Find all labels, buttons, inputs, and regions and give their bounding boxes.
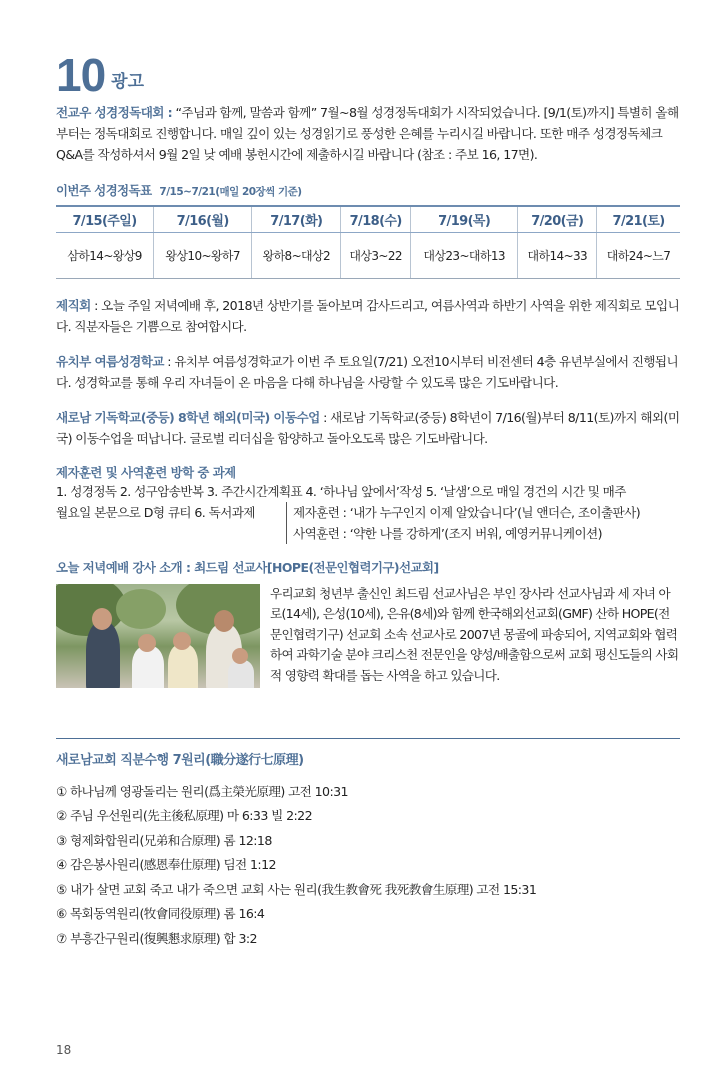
schedule-subtitle: 7/15~7/21(매일 20장씩 기준) bbox=[159, 186, 302, 198]
page-number: 18 bbox=[56, 1043, 72, 1057]
table-header-row bbox=[56, 206, 680, 232]
training-line-2-left: 월요일 본문으로 D형 큐티 6. 독서과제 bbox=[56, 504, 255, 520]
speaker-intro bbox=[56, 584, 680, 688]
training-books bbox=[286, 502, 640, 544]
bible-reading-notice bbox=[56, 102, 680, 165]
schedule-day-header: 7/18(수) bbox=[341, 206, 411, 232]
bible-reading-lead: 전교우 성경정독대회 : bbox=[56, 105, 173, 120]
schedule-day-header: 7/20(금) bbox=[518, 206, 597, 232]
list-item: ⑦ 부흥간구원리(復興懇求原理) 합 3:2 bbox=[56, 930, 257, 946]
discipleship-notice bbox=[56, 295, 680, 337]
section-divider bbox=[56, 738, 680, 739]
section-title: 광고 bbox=[111, 72, 145, 92]
schedule-day-header: 7/16(월) bbox=[154, 206, 252, 232]
training-assignments bbox=[56, 502, 680, 544]
list-item: ⑤ 내가 살면 교회 죽고 내가 죽으면 교회 사는 원리(我生教會死 我死教會生原理) 고전 15:31 bbox=[56, 881, 537, 897]
page-content bbox=[56, 48, 680, 951]
abroad-body: : 새로남 기독학교(중등) 8학년이 7/16(월)부터 8/11(토)까지 해외(미국) 이동수업을 떠납니다. 글로벌 리더십을 함양하고 돌아오도록 많은 기도바랍니다. bbox=[56, 409, 680, 446]
training-title: 제자훈련 및 사역훈련 방학 중 과제 bbox=[56, 464, 236, 480]
schedule-cell: 대상23~대하13 bbox=[411, 232, 518, 278]
section-number: 10 bbox=[56, 49, 106, 101]
principles-list bbox=[56, 780, 680, 952]
reading-schedule-table bbox=[56, 205, 680, 279]
schedule-cell: 대상3~22 bbox=[341, 232, 411, 278]
abroad-lead: 새로남 기독학교(중등) 8학년 해외(미국) 이동수업 bbox=[56, 409, 320, 425]
speaker-description: 우리교회 청년부 출신인 최드림 선교사님은 부인 장사라 선교사님과 세 자녀 아로(14세), 은성(10세), 은유(8세)와 함께 한국해외선교회(GMF) 산하 HOPE(전문인협력기구) 선교회 소속 선교사로 2007년 몽골에 파송되어, 지역교회와 협력하여 과학기술 분야 크리스천 전문인을 양성/배출함으로써 교회 평신도들의 사회적 영향력 확대를 돕는 사역을 하고 있습니다. bbox=[270, 585, 679, 683]
list-item: ② 주님 우선원리(先主後私原理) 마 6:33 빌 2:22 bbox=[56, 808, 312, 823]
schedule-cell: 대하24~느7 bbox=[597, 232, 680, 278]
schedule-cell: 삼하14~왕상9 bbox=[56, 232, 154, 278]
training-book-ministry: 사역훈련 : ‘약한 나를 강하게’(조지 버워, 예영커뮤니케이션) bbox=[293, 525, 602, 541]
bible-reading-body: “주님과 함께, 말씀과 함께” 7월~8월 성경정독대회가 시작되었습니다. [9/1(토)까지] 특별히 올해부터는 정독대회로 진행합니다. 매일 깊이 있는 성경읽기로 풍성한 은혜를 누리시길 바랍니다. 또한 매주 성경정독체크 Q&A를 작성하셔서 9월 2일 낮 예배 봉헌시간에 제출하시길 바랍니다 (참조 : 주보 16, 17면). bbox=[56, 105, 679, 162]
schedule-cell: 대하14~33 bbox=[518, 232, 597, 278]
schedule-heading bbox=[56, 181, 680, 199]
kindergarten-lead: 유치부 여름성경학교 bbox=[56, 353, 164, 369]
list-item: ③ 형제화합원리(兄弟和合原理) 롬 12:18 bbox=[56, 832, 272, 848]
training-book-discipleship: 제자훈련 : ‘내가 누구인지 이제 알았습니다’(닐 앤더슨, 조이출판사) bbox=[293, 504, 641, 520]
schedule-cell: 왕상10~왕하7 bbox=[154, 232, 252, 278]
schedule-title: 이번주 성경정독표 bbox=[56, 183, 152, 198]
discipleship-body: : 오늘 주일 저녁예배 후, 2018년 상반기를 돌아보며 감사드리고, 여름사역과 하반기 사역을 위한 제직회로 모입니다. 직분자들은 기쁨으로 참여합시다. bbox=[56, 297, 680, 334]
kindergarten-notice bbox=[56, 351, 680, 393]
speaker-family-photo bbox=[56, 584, 260, 688]
list-item: ⑥ 목회동역원리(牧會同役原理) 롬 16:4 bbox=[56, 906, 265, 921]
principles-title: 새로남교회 직분수행 7원리(職分遂行七原理) bbox=[56, 752, 304, 768]
list-item: ④ 감은봉사원리(感恩奉仕原理) 딤전 1:12 bbox=[56, 857, 276, 872]
section-header bbox=[56, 48, 680, 101]
training-line-1: 1. 성경정독 2. 성구암송반복 3. 주간시간계획표 4. ‘하나님 앞에서’작성 5. ‘날샘’으로 매일 경건의 시간 및 매주 bbox=[56, 483, 626, 499]
abroad-notice bbox=[56, 407, 680, 449]
speaker-title: 오늘 저녁예배 강사 소개 : 최드림 선교사[HOPE(전문인협력기구)선교회] bbox=[56, 559, 439, 575]
schedule-day-header: 7/15(주일) bbox=[56, 206, 154, 232]
schedule-day-header: 7/21(토) bbox=[597, 206, 680, 232]
list-item: ① 하나님께 영광돌리는 원리(爲主榮光原理) 고전 10:31 bbox=[56, 783, 348, 799]
schedule-cell: 왕하8~대상2 bbox=[252, 232, 341, 278]
schedule-day-header: 7/19(목) bbox=[411, 206, 518, 232]
discipleship-lead: 제직회 bbox=[56, 297, 91, 313]
schedule-day-header: 7/17(화) bbox=[252, 206, 341, 232]
table-row bbox=[56, 232, 680, 278]
kindergarten-body: : 유치부 여름성경학교가 이번 주 토요일(7/21) 오전10시부터 비전센터 4층 유년부실에서 진행됩니다. 성경학교를 통해 우리 자녀들이 온 마음을 다해 하나님을 사랑할 수 있도록 많은 기도바랍니다. bbox=[56, 353, 679, 390]
